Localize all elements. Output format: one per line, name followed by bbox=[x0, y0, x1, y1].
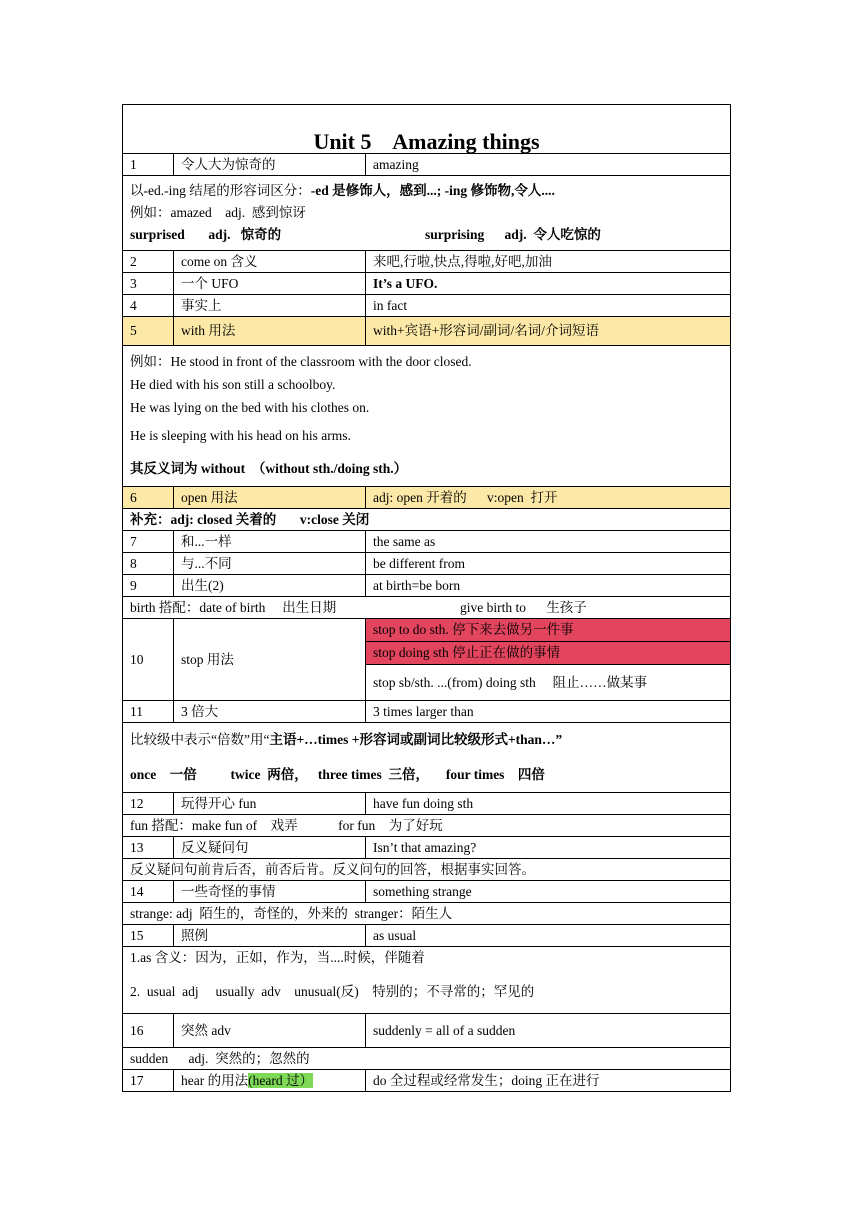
note-row bbox=[123, 815, 731, 837]
chinese-term: 反义疑问句 bbox=[174, 837, 366, 859]
english-term: Isn’t that amazing? bbox=[366, 837, 731, 859]
english-term: 来吧,行啦,快点,得啦,好吧,加油 bbox=[366, 251, 731, 273]
row-number: 17 bbox=[123, 1070, 174, 1092]
note-cell: 反义疑问句前肯后否，前否后肯。反义问句的回答，根据事实回答。 bbox=[123, 859, 731, 881]
note-row bbox=[123, 597, 731, 619]
note-row bbox=[123, 1048, 731, 1070]
table-row bbox=[123, 273, 731, 295]
note-cell bbox=[123, 597, 731, 619]
row-number: 7 bbox=[123, 531, 174, 553]
chinese-term: 事实上 bbox=[174, 295, 366, 317]
english-term: adj: open 开着的 v:open 打开 bbox=[366, 487, 731, 509]
table-row-highlighted bbox=[123, 317, 731, 346]
row-number: 4 bbox=[123, 295, 174, 317]
chinese-term-text: hear 的用法 bbox=[181, 1072, 249, 1088]
row-number: 2 bbox=[123, 251, 174, 273]
note-text-bold: -ed 是修饰人，感到...; -ing 修饰物,令人.... bbox=[310, 183, 555, 198]
table-row bbox=[123, 925, 731, 947]
table-row bbox=[123, 701, 731, 723]
chinese-term: open 用法 bbox=[174, 487, 366, 509]
row-number: 16 bbox=[123, 1014, 174, 1048]
english-term: do 全过程或经常发生；doing 正在进行 bbox=[366, 1070, 731, 1092]
table-row bbox=[123, 154, 731, 176]
chinese-term: 与...不同 bbox=[174, 553, 366, 575]
note-text-bold: surprised adj. 惊奇的 bbox=[130, 227, 282, 242]
highlighted-note: (heard 过） bbox=[248, 1072, 313, 1088]
row-number: 9 bbox=[123, 575, 174, 597]
note-text: give birth to 生孩子 bbox=[460, 599, 587, 615]
english-term: It’s a UFO. bbox=[366, 273, 731, 295]
row-number: 13 bbox=[123, 837, 174, 859]
table-row bbox=[123, 531, 731, 553]
row-number: 15 bbox=[123, 925, 174, 947]
row-number: 1 bbox=[123, 154, 174, 176]
english-term: suddenly = all of a sudden bbox=[366, 1014, 731, 1048]
english-term: stop sb/sth. ...(from) doing sth 阻止……做某事 bbox=[373, 675, 648, 690]
chinese-term: 和...一样 bbox=[174, 531, 366, 553]
note-row bbox=[123, 859, 731, 881]
table-row bbox=[123, 837, 731, 859]
note-cell bbox=[123, 723, 731, 793]
note-cell bbox=[123, 346, 731, 487]
chinese-term: 照例 bbox=[174, 925, 366, 947]
table-row bbox=[123, 619, 731, 701]
row-number: 8 bbox=[123, 553, 174, 575]
note-cell: strange: adj 陌生的，奇怪的，外来的 stranger：陌生人 bbox=[123, 903, 731, 925]
chinese-term bbox=[174, 1070, 366, 1092]
chinese-term: 突然 adv bbox=[174, 1014, 366, 1048]
note-text: 以-ed.-ing 结尾的形容词区分： bbox=[130, 183, 311, 198]
row-number: 11 bbox=[123, 701, 174, 723]
chinese-term: come on 含义 bbox=[174, 251, 366, 273]
english-term: something strange bbox=[366, 881, 731, 903]
note-text-bold: once 一倍 twice 两倍， three times 三倍， four times 四倍 bbox=[130, 767, 545, 782]
english-term-group bbox=[366, 619, 731, 701]
note-text-bold: surprising adj. 令人吃惊的 bbox=[425, 227, 601, 242]
chinese-term: 3 倍大 bbox=[174, 701, 366, 723]
table-row bbox=[123, 793, 731, 815]
english-term: 3 times larger than bbox=[366, 701, 731, 723]
table-row bbox=[123, 1070, 731, 1092]
row-number: 6 bbox=[123, 487, 174, 509]
english-term: stop to do sth. 停下来去做另一件事 bbox=[366, 619, 730, 642]
row-number: 3 bbox=[123, 273, 174, 295]
chinese-term: with 用法 bbox=[174, 317, 366, 346]
table-row bbox=[123, 251, 731, 273]
table-row bbox=[123, 553, 731, 575]
table-row bbox=[123, 575, 731, 597]
note-row bbox=[123, 346, 731, 487]
row-number: 10 bbox=[123, 619, 174, 701]
english-term: stop doing sth 停止正在做的事情 bbox=[366, 642, 730, 665]
english-term: amazing bbox=[366, 154, 731, 176]
note-row bbox=[123, 509, 731, 531]
note-cell: sudden adj. 突然的；忽然的 bbox=[123, 1048, 731, 1070]
table-row bbox=[123, 1014, 731, 1048]
vocab-table bbox=[122, 104, 731, 1092]
chinese-term: 一些奇怪的事情 bbox=[174, 881, 366, 903]
note-text: 比较级中表示“倍数”用“ bbox=[130, 732, 270, 747]
note-text-bold: 主语+…times +形容词或副词比较级形式+than…” bbox=[269, 732, 563, 747]
note-row bbox=[123, 723, 731, 793]
note-text: 1.as 含义：因为，正如，作为，当....时候，伴随着 bbox=[130, 950, 425, 965]
note-cell bbox=[123, 176, 731, 251]
note-text: 例如：He stood in front of the classroom with the door closed. bbox=[130, 354, 472, 369]
row-number: 12 bbox=[123, 793, 174, 815]
note-row bbox=[123, 903, 731, 925]
title-row bbox=[123, 105, 731, 154]
note-cell: fun 搭配：make fun of 戏弄 for fun 为了好玩 bbox=[123, 815, 731, 837]
english-term: at birth=be born bbox=[366, 575, 731, 597]
english-term: as usual bbox=[366, 925, 731, 947]
english-term: with+宾语+形容词/副词/名词/介词短语 bbox=[366, 317, 731, 346]
row-number: 14 bbox=[123, 881, 174, 903]
english-term: in fact bbox=[366, 295, 731, 317]
page-title: Unit 5 Amazing things bbox=[123, 105, 731, 154]
note-row bbox=[123, 947, 731, 1014]
table-row-highlighted bbox=[123, 487, 731, 509]
note-text: He is sleeping with his head on his arms. bbox=[130, 428, 351, 443]
table-row bbox=[123, 295, 731, 317]
chinese-term: 令人大为惊奇的 bbox=[174, 154, 366, 176]
english-term: have fun doing sth bbox=[366, 793, 731, 815]
note-text: He was lying on the bed with his clothes on. bbox=[130, 400, 370, 415]
note-text: 2. usual adj usually adv unusual(反) 特别的；不寻常的；罕见的 bbox=[130, 984, 535, 999]
note-text: birth 搭配：date of birth 出生日期 bbox=[130, 599, 337, 615]
row-number: 5 bbox=[123, 317, 174, 346]
chinese-term: 出生(2) bbox=[174, 575, 366, 597]
english-term: the same as bbox=[366, 531, 731, 553]
table-row bbox=[123, 881, 731, 903]
english-term: be different from bbox=[366, 553, 731, 575]
note-text: 例如：amazed adj. 感到惊讶 bbox=[130, 205, 306, 220]
note-row bbox=[123, 176, 731, 251]
note-text-bold: 其反义词为 without （without sth./doing sth.） bbox=[130, 461, 408, 476]
chinese-term: stop 用法 bbox=[174, 619, 366, 701]
note-cell bbox=[123, 947, 731, 1014]
note-cell: 补充：adj: closed 关着的 v:close 关闭 bbox=[123, 509, 731, 531]
note-text: He died with his son still a schoolboy. bbox=[130, 377, 336, 392]
chinese-term: 玩得开心 fun bbox=[174, 793, 366, 815]
chinese-term: 一个 UFO bbox=[174, 273, 366, 295]
